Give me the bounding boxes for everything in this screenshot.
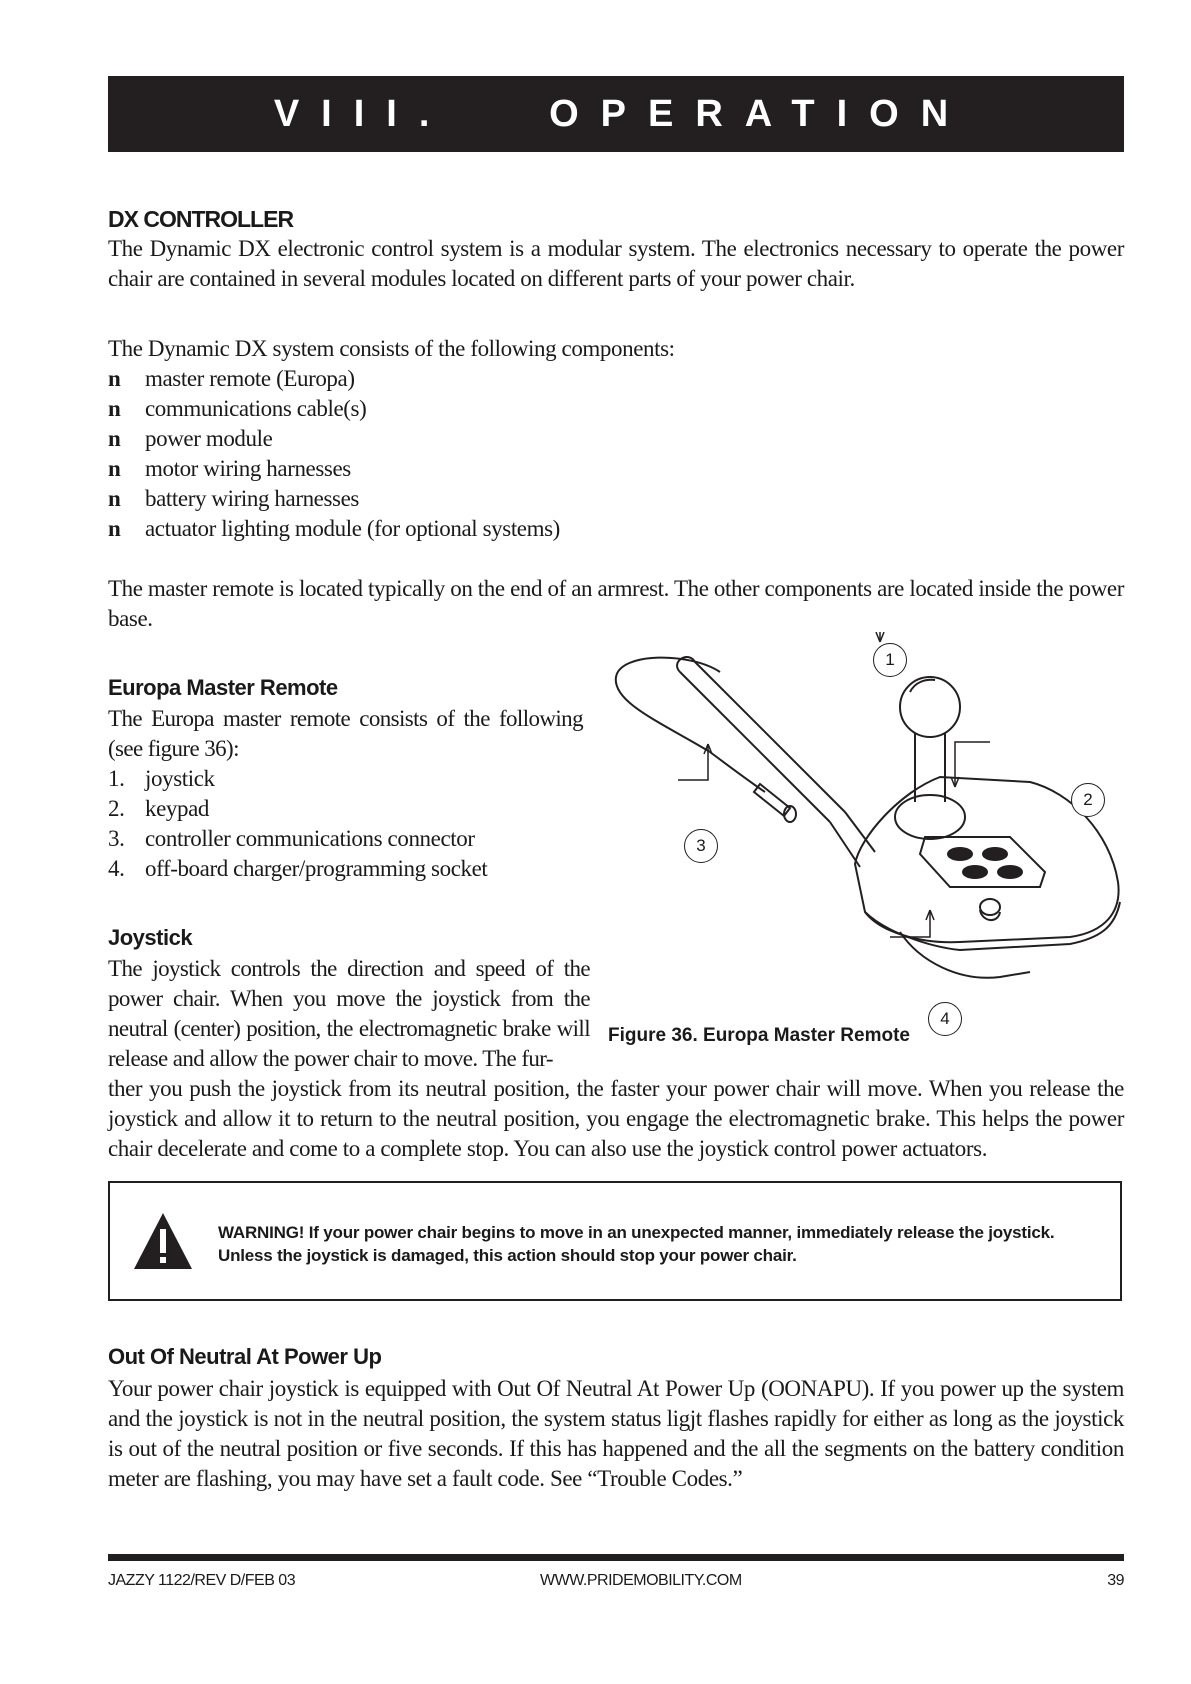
joystick-ball	[900, 677, 960, 737]
page-number: 39	[1107, 1572, 1124, 1589]
footer-website: WWW.PRIDEMOBILITY.COM	[540, 1572, 742, 1589]
list-item	[108, 484, 560, 514]
callout-2	[1071, 783, 1105, 817]
warning-text: WARNING! If your power chair begins to move in an unexpected manner, immediately release the joystick. Unless the joystick is damaged, this action should stop your power chair.	[218, 1223, 1055, 1265]
list-item-text: actuator lighting module (for optional systems)	[145, 516, 560, 541]
list-item	[108, 424, 560, 454]
oonapu-heading: Out Of Neutral At Power Up	[108, 1344, 382, 1369]
list-item	[108, 764, 487, 794]
bullet-marker: n	[108, 456, 121, 481]
bullet-marker: n	[108, 486, 121, 511]
list-item	[108, 854, 487, 884]
list-item-text: master remote (Europa)	[145, 366, 355, 391]
dx-controller-heading: DX CONTROLLER	[108, 206, 294, 232]
callout-1	[873, 643, 907, 677]
bullet-marker: n	[108, 516, 121, 541]
list-item-text: power module	[145, 426, 273, 451]
list-item	[108, 394, 560, 424]
list-item-text: motor wiring harnesses	[145, 456, 351, 481]
europa-remote-figure	[600, 632, 1140, 1062]
components-intro: The Dynamic DX system consists of the following components:	[108, 336, 675, 361]
list-number: 4.	[108, 856, 125, 881]
bullet-marker: n	[108, 426, 121, 451]
callout-number: 2	[1083, 790, 1093, 809]
dx-intro-paragraph: The Dynamic DX electronic control system is a modular system. The electronics necessary to operate the power chair are contained in several modules located on different parts of your power chair.	[108, 236, 1124, 291]
warning-triangle-icon	[132, 1211, 194, 1271]
oonapu-paragraph: Your power chair joystick is equipped with Out Of Neutral At Power Up (OONAPU). If you power up the system and the joystick is not in the neutral position, the system status ligjt flashes rapidly for either as long as the joystick is out of the neutral position or five seconds. If this has happened and the all the segments on the battery condition meter are flashing, you may have set a fault code. See “Trouble Codes.”	[108, 1376, 1124, 1491]
list-item-text: joystick	[145, 766, 215, 791]
list-item	[108, 364, 560, 394]
list-item-text: controller communications connector	[145, 826, 475, 851]
list-item	[108, 514, 560, 544]
list-item	[108, 794, 487, 824]
keypad	[920, 837, 1045, 887]
joystick-full-paragraph: ther you push the joystick from its neutral position, the faster your power chair will move. When you release the joystick and allow it to return to the neutral position, you engage the electromagnetic brake. This helps the power chair decelerate and come to a complete stop. You can also use the joystick control power actuators.	[108, 1076, 1124, 1161]
warning-box	[108, 1181, 1122, 1301]
location-paragraph: The master remote is located typically on the end of an armrest. The other components are located inside the power base.	[108, 576, 1124, 631]
callout-number: 4	[940, 1009, 950, 1028]
footer-rule	[108, 1554, 1124, 1561]
charger-socket	[980, 899, 1000, 915]
figure-caption: Figure 36. Europa Master Remote	[608, 1025, 910, 1046]
list-number: 2.	[108, 796, 125, 821]
callout-4	[928, 1002, 962, 1036]
europa-heading: Europa Master Remote	[108, 675, 338, 700]
bullet-marker: n	[108, 366, 121, 391]
list-number: 1.	[108, 766, 125, 791]
list-item-text: communications cable(s)	[145, 396, 367, 421]
list-number: 3.	[108, 826, 125, 851]
list-item-text: off-board charger/programming socket	[145, 856, 488, 881]
chapter-banner	[108, 76, 1124, 152]
joystick-heading: Joystick	[108, 925, 193, 950]
list-item	[108, 454, 560, 484]
list-item-text: battery wiring harnesses	[145, 486, 359, 511]
europa-intro: The Europa master remote consists of the following (see figure 36):	[108, 706, 583, 761]
europa-list	[108, 764, 487, 884]
joystick-column-paragraph: The joystick controls the direction and speed of the power chair. When you move the joystick from the neutral (center) position, the electromagnetic brake will release and allow the power chair to move. The fur-	[108, 956, 590, 1071]
bullet-marker: n	[108, 396, 121, 421]
components-list	[108, 364, 560, 544]
list-item-text: keypad	[145, 796, 210, 821]
joystick-base	[895, 795, 965, 839]
callout-number: 3	[696, 836, 706, 855]
callout-3	[684, 829, 718, 863]
footer-doc-id: JAZZY 1122/REV D/FEB 03	[108, 1572, 296, 1589]
chapter-title: VIII. OPERATION	[273, 92, 971, 135]
callout-number: 1	[885, 650, 895, 669]
list-item	[108, 824, 487, 854]
